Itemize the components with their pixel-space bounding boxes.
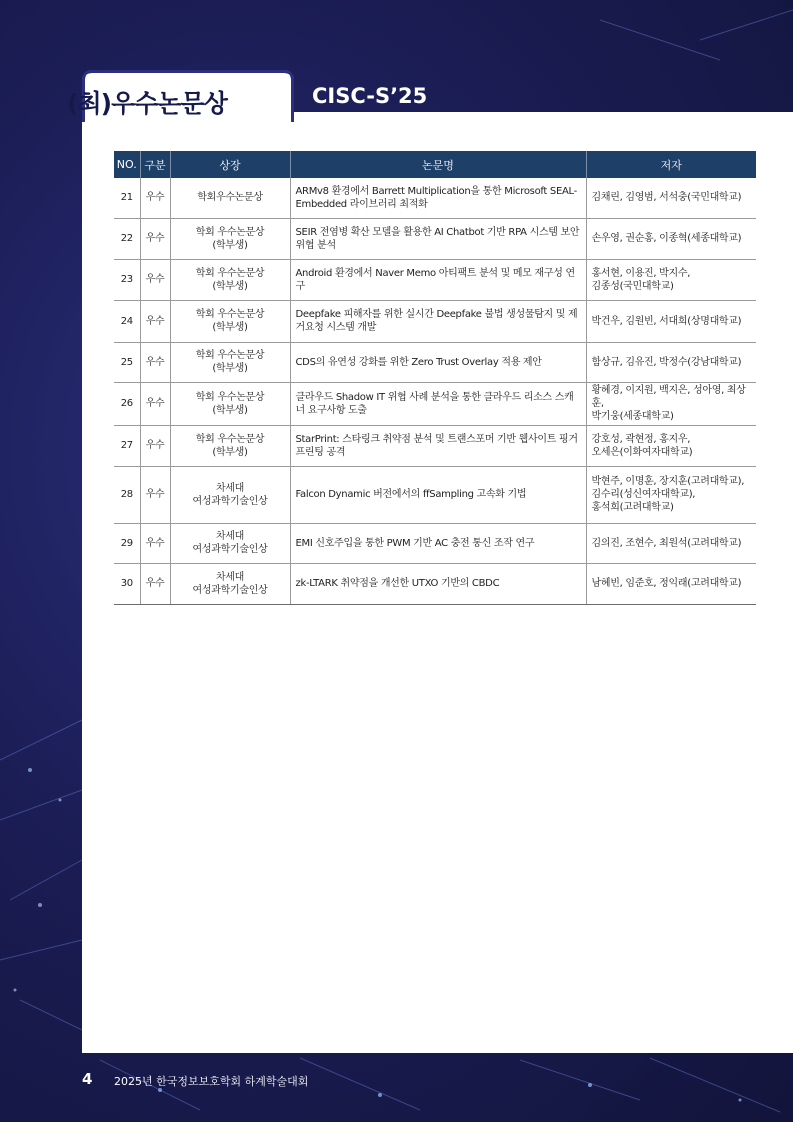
row-title: EMI 신호주입을 통한 PWM 기반 AC 충전 통신 조작 연구 xyxy=(290,523,586,563)
row-grade: 우수 xyxy=(140,218,170,259)
row-award: 학회우수논문상 xyxy=(170,178,290,218)
award-table xyxy=(114,151,756,605)
row-grade: 우수 xyxy=(140,466,170,523)
row-award: 차세대 여성과학기술인상 xyxy=(170,563,290,604)
row-title: zk-LTARK 취약점을 개선한 UTXO 기반의 CBDC xyxy=(290,563,586,604)
row-award: 학회 우수논문상 (학부생) xyxy=(170,342,290,382)
row-grade: 우수 xyxy=(140,342,170,382)
table-row xyxy=(114,342,756,382)
col-header-award: 상장 xyxy=(170,151,290,178)
row-no: 28 xyxy=(114,466,140,523)
col-header-authors: 저자 xyxy=(586,151,756,178)
table-header-row xyxy=(114,151,756,178)
row-no: 21 xyxy=(114,178,140,218)
row-no: 24 xyxy=(114,300,140,342)
row-award: 학회 우수논문상 (학부생) xyxy=(170,259,290,300)
row-grade: 우수 xyxy=(140,382,170,425)
row-authors: 김채린, 김영범, 서석충(국민대학교) xyxy=(586,178,756,218)
col-header-title: 논문명 xyxy=(290,151,586,178)
row-authors: 박건우, 김원빈, 서대희(상명대학교) xyxy=(586,300,756,342)
row-award: 학회 우수논문상 (학부생) xyxy=(170,382,290,425)
row-no: 22 xyxy=(114,218,140,259)
footer-event-name: 2025년 한국정보보호학회 하계학술대회 xyxy=(114,1075,309,1088)
row-grade: 우수 xyxy=(140,425,170,466)
row-authors: 손우영, 권순홍, 이종혁(세종대학교) xyxy=(586,218,756,259)
row-title: StarPrint: 스타링크 취약점 분석 및 트랜스포머 기반 웹사이트 핑거프린팅 공격 xyxy=(290,425,586,466)
row-no: 29 xyxy=(114,523,140,563)
row-no: 23 xyxy=(114,259,140,300)
row-title: Android 환경에서 Naver Memo 아티팩트 분석 및 메모 재구성 연구 xyxy=(290,259,586,300)
table-row xyxy=(114,178,756,218)
table-row xyxy=(114,523,756,563)
table-row xyxy=(114,563,756,604)
row-grade: 우수 xyxy=(140,259,170,300)
row-award: 차세대 여성과학기술인상 xyxy=(170,523,290,563)
row-title: Deepfake 피해자를 위한 실시간 Deepfake 불법 생성물탐지 및 제거요청 시스템 개발 xyxy=(290,300,586,342)
row-authors: 남혜빈, 임준호, 정익래(고려대학교) xyxy=(586,563,756,604)
row-award: 차세대 여성과학기술인상 xyxy=(170,466,290,523)
section-title: (최)우수논문상 xyxy=(67,89,227,118)
row-grade: 우수 xyxy=(140,300,170,342)
row-award: 학회 우수논문상 (학부생) xyxy=(170,425,290,466)
col-header-no: NO. xyxy=(114,151,140,178)
row-title: ARMv8 환경에서 Barrett Multiplication을 통한 Microsoft SEAL-Embedded 라이브러리 최적화 xyxy=(290,178,586,218)
row-authors: 함상규, 김유진, 박정수(강남대학교) xyxy=(586,342,756,382)
row-authors: 강호성, 곽현정, 홍지우, 오세은(이화여자대학교) xyxy=(586,425,756,466)
row-award: 학회 우수논문상 (학부생) xyxy=(170,300,290,342)
row-grade: 우수 xyxy=(140,178,170,218)
row-no: 26 xyxy=(114,382,140,425)
page-number: 4 xyxy=(82,1070,93,1088)
row-authors: 박현주, 이명훈, 장지훈(고려대학교), 김수리(성신여자대학교), 홍석희(고려대학교) xyxy=(586,466,756,523)
table-row xyxy=(114,300,756,342)
row-grade: 우수 xyxy=(140,523,170,563)
row-title: CDS의 유연성 강화를 위한 Zero Trust Overlay 적용 제안 xyxy=(290,342,586,382)
table-row xyxy=(114,382,756,425)
row-title: 클라우드 Shadow IT 위협 사례 분석을 통한 클라우드 리소스 스캐너 요구사항 도출 xyxy=(290,382,586,425)
row-authors: 황혜경, 이지원, 백지은, 성아영, 최상훈, 박기웅(세종대학교) xyxy=(586,382,756,425)
row-authors: 홍서현, 이용진, 박지수, 김종성(국민대학교) xyxy=(586,259,756,300)
col-header-grade: 구분 xyxy=(140,151,170,178)
row-authors: 김의진, 조현수, 최원석(고려대학교) xyxy=(586,523,756,563)
conference-title: CISC-S’25 xyxy=(312,84,428,108)
table-row xyxy=(114,218,756,259)
row-award: 학회 우수논문상 (학부생) xyxy=(170,218,290,259)
row-title: SEIR 전염병 확산 모델을 활용한 AI Chatbot 기반 RPA 시스템 보안 위협 분석 xyxy=(290,218,586,259)
row-grade: 우수 xyxy=(140,563,170,604)
row-no: 27 xyxy=(114,425,140,466)
table-row xyxy=(114,425,756,466)
table-row xyxy=(114,259,756,300)
row-no: 25 xyxy=(114,342,140,382)
row-title: Falcon Dynamic 버전에서의 ffSampling 고속화 기법 xyxy=(290,466,586,523)
table-row xyxy=(114,466,756,523)
row-no: 30 xyxy=(114,563,140,604)
